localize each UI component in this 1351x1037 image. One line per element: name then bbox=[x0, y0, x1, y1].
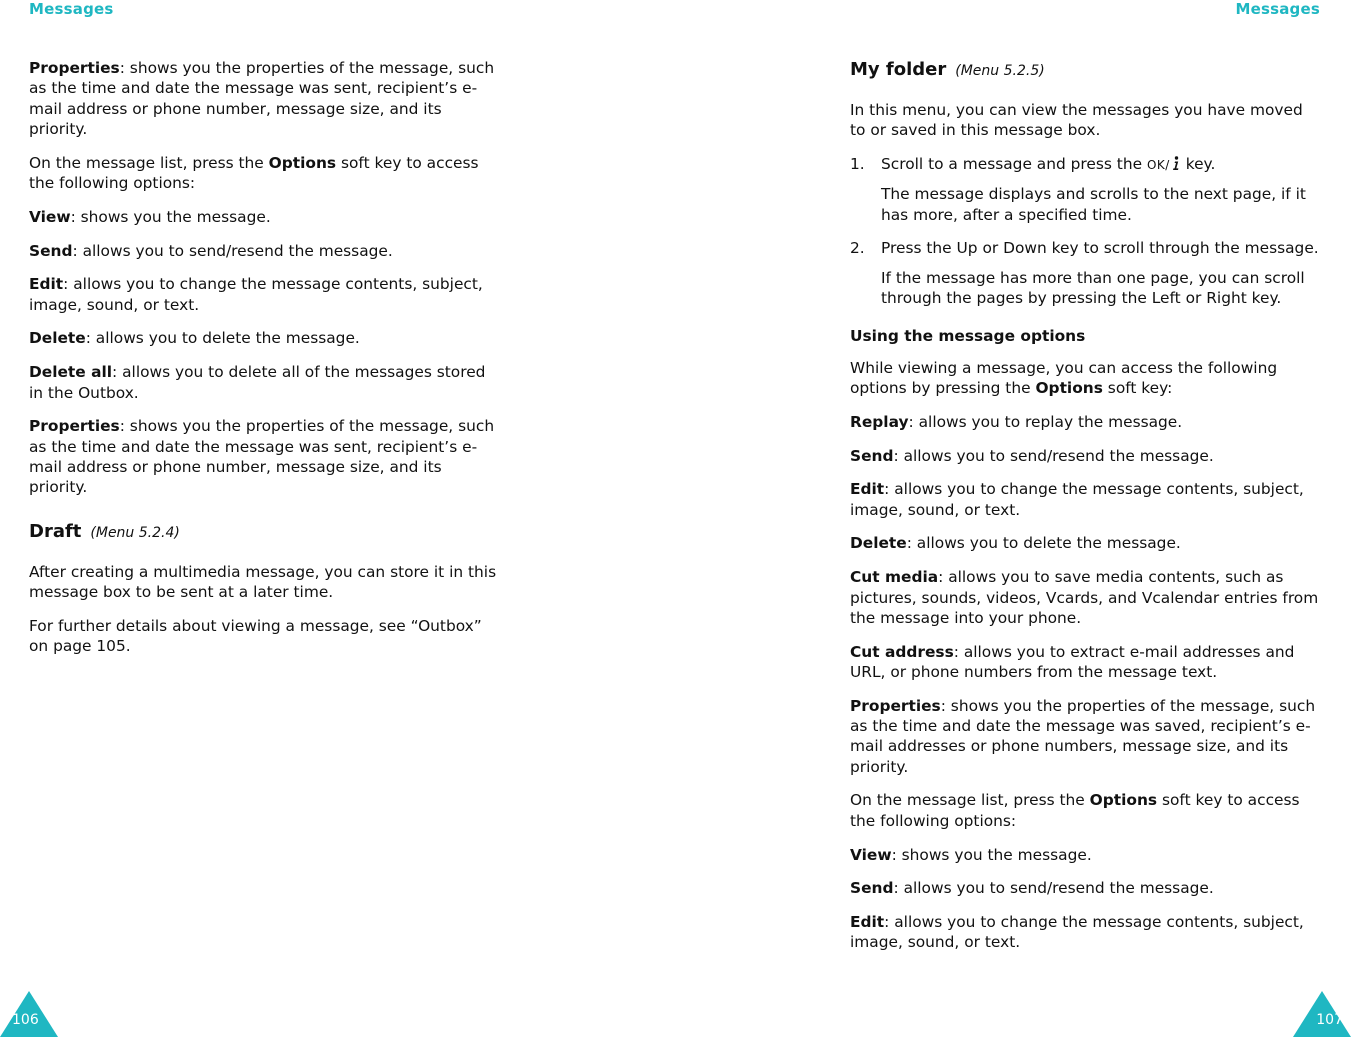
page-number: 106 bbox=[12, 1012, 39, 1028]
option-properties: Properties: shows you the properties of the message, such as the time and date the message was sent, recipient’s e-mail address or phone number, message size, and its priority. bbox=[29, 417, 495, 497]
option-properties: Properties: shows you the properties of the message, such as the time and date the message was saved, recipient’s e-mail addresses or phone numbers, message size, and its priority. bbox=[850, 696, 1316, 776]
option-send: Send: allows you to send/resend the message. bbox=[850, 879, 1214, 898]
option-view: View: shows you the message. bbox=[850, 845, 1092, 864]
step-1: 1. Scroll to a message and press the OK/ key. bbox=[850, 155, 1216, 174]
subsection-intro: While viewing a message, you can access the following options by pressing the Options soft key: bbox=[850, 358, 1278, 397]
option-delete: Delete: allows you to delete the message. bbox=[850, 534, 1181, 553]
option-edit: Edit: allows you to change the message contents, subject, image, sound, or text. bbox=[850, 480, 1304, 519]
running-head: Messages bbox=[29, 0, 114, 18]
left-page bbox=[0, 0, 675, 1037]
option-cut-media: Cut media: allows you to save media contents, such as pictures, sounds, videos, Vcards, and Vcalendar entries from the message into your phone. bbox=[850, 568, 1319, 627]
page-number-tab bbox=[1293, 991, 1351, 1037]
left-column bbox=[29, 58, 499, 670]
menu-ref: (Menu 5.2.5) bbox=[955, 63, 1045, 79]
section-title-draft: Draft (Menu 5.2.4) bbox=[29, 520, 180, 542]
menu-ref: (Menu 5.2.4) bbox=[90, 524, 180, 541]
right-column bbox=[850, 58, 1320, 966]
draft-paragraph: For further details about viewing a message, see “Outbox” on page 105. bbox=[29, 616, 482, 655]
page-number-tab bbox=[0, 991, 58, 1037]
option-delete-all: Delete all: allows you to delete all of the messages stored in the Outbox. bbox=[29, 363, 486, 402]
option-view: View: shows you the message. bbox=[29, 207, 271, 226]
option-properties: Properties: shows you the properties of the message, such as the time and date the message was sent, recipient’s e-mail address or phone number, message size, and its priority. bbox=[29, 59, 495, 138]
option-delete: Delete: allows you to delete the message. bbox=[29, 329, 360, 348]
option-send: Send: allows you to send/resend the message. bbox=[850, 446, 1214, 465]
running-head: Messages bbox=[1235, 0, 1320, 18]
my-folder-intro: In this menu, you can view the messages you have moved to or saved in this message box. bbox=[850, 101, 1303, 140]
step-1-note: The message displays and scrolls to the next page, if it has more, after a specified time. bbox=[881, 185, 1306, 224]
options-intro: On the message list, press the Options soft key to access the following options: bbox=[29, 153, 479, 192]
page-number: 107 bbox=[1316, 1012, 1343, 1028]
option-replay: Replay: allows you to replay the message. bbox=[850, 412, 1183, 431]
options-intro: On the message list, press the Options soft key to access the following options: bbox=[850, 791, 1300, 830]
right-page bbox=[675, 0, 1351, 1037]
option-send: Send: allows you to send/resend the message. bbox=[29, 241, 393, 260]
draft-paragraph: After creating a multimedia message, you can store it in this message box to be sent at a later time. bbox=[29, 562, 497, 601]
section-title-my-folder: My folder (Menu 5.2.5) bbox=[850, 59, 1045, 80]
step-2: 2. Press the Up or Down key to scroll through the message. bbox=[850, 239, 1319, 258]
option-edit: Edit: allows you to change the message contents, subject, image, sound, or text. bbox=[29, 275, 483, 314]
subsection-title: Using the message options bbox=[850, 327, 1086, 346]
ok-key-label: OK/ bbox=[1146, 158, 1170, 173]
step-2-note: If the message has more than one page, you can scroll through the pages by pressing the Left or Right key. bbox=[881, 268, 1305, 308]
info-icon bbox=[1170, 156, 1181, 171]
option-cut-address: Cut address: allows you to extract e-mail addresses and URL, or phone numbers from the message text. bbox=[850, 642, 1295, 681]
option-edit: Edit: allows you to change the message contents, subject, image, sound, or text. bbox=[850, 913, 1304, 952]
